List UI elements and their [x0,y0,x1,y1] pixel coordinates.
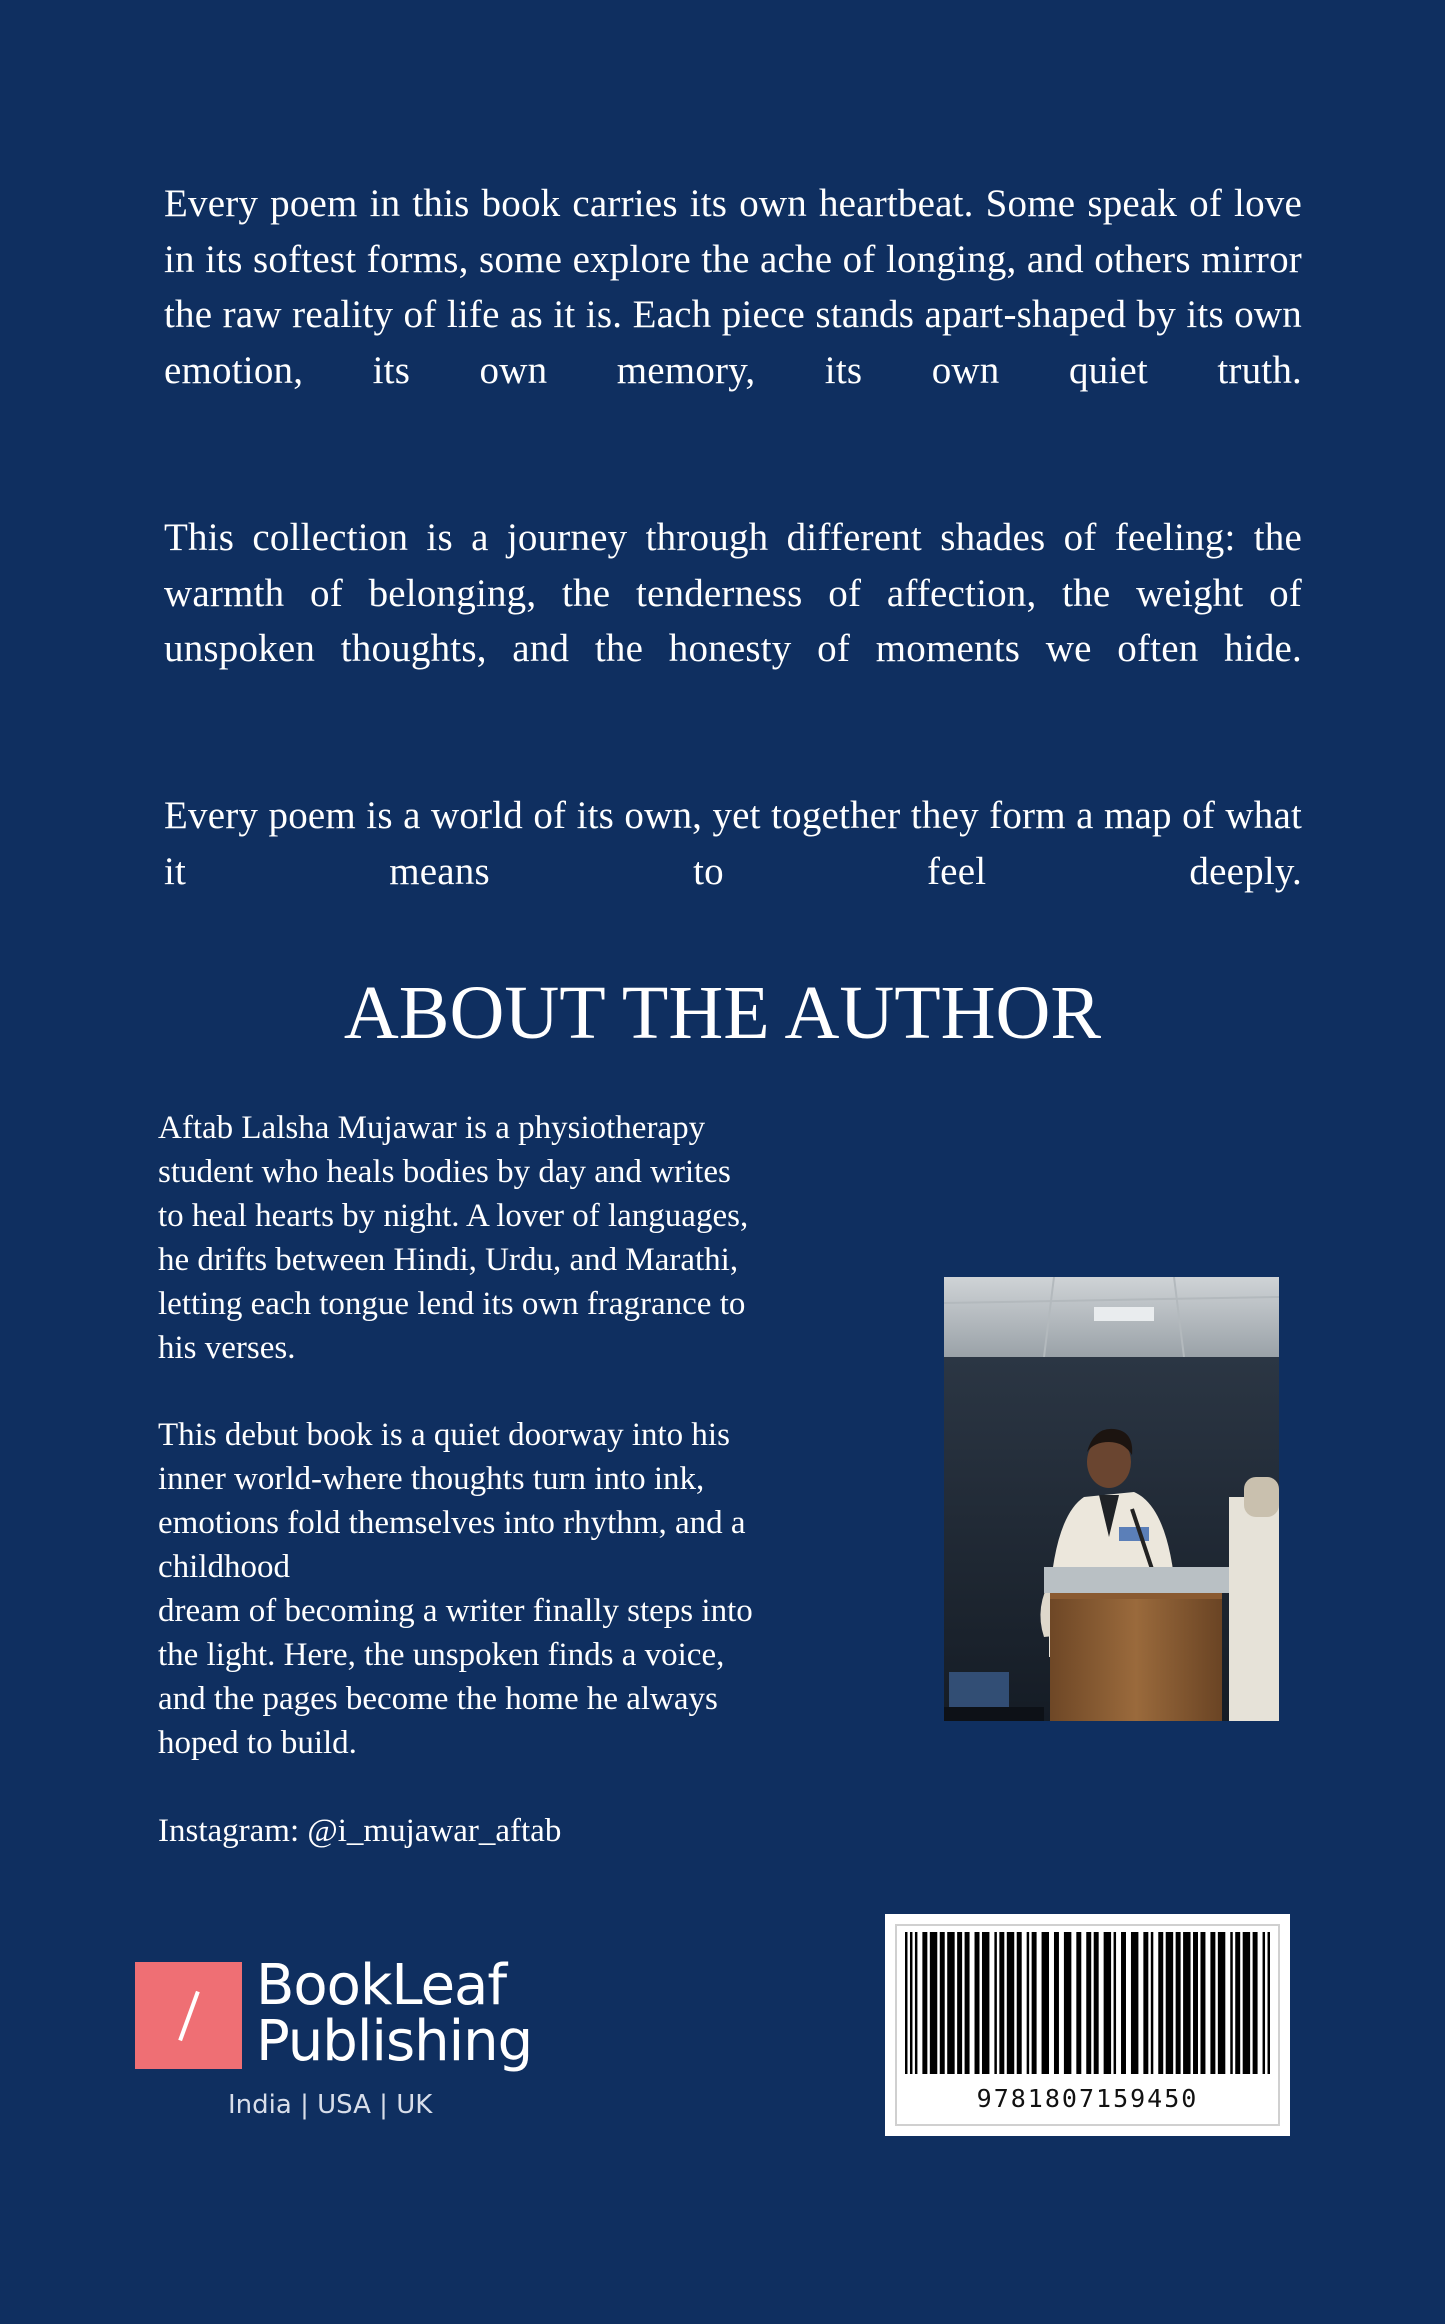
author-bio-paragraph-2 [158,1413,948,1765]
barcode-bar [1064,1932,1071,2074]
about-the-author-heading: ABOUT THE AUTHOR [343,971,1102,1055]
barcode-bar [1253,1932,1258,2074]
bio-line: student who heals bodies by day and writes [158,1154,731,1190]
author-instagram-handle: Instagram: @i_mujawar_aftab [158,1813,562,1849]
barcode-bar [1193,1932,1198,2074]
publisher-logo-mark [135,1962,242,2069]
blurb-paragraph-1 [164,176,1302,398]
bio-line: emotions fold themselves into rhythm, and a [158,1505,746,1541]
barcode-bar [1042,1932,1049,2074]
barcode-bar [910,1932,912,2074]
blurb-paragraph-2-text: This collection is a journey through different shades of feeling: the warmth of belonging, the tenderness of affection, the weight of unspoken thoughts, and the honesty of moments we often hide. [164,516,1302,670]
isbn-barcode [885,1914,1290,2136]
barcode-bar [915,1932,917,2074]
bio-line: his verses. [158,1330,296,1366]
publisher-logo [135,1953,535,2122]
barcode-bar [930,1932,937,2074]
barcode-bar [1121,1932,1126,2074]
barcode-bar [965,1932,970,2074]
barcode-bar [975,1932,980,2074]
bio-line: inner world-where thoughts turn into ink, [158,1461,705,1497]
barcode-bar [1131,1932,1138,2074]
bio-line: dream of becoming a writer finally steps into [158,1593,753,1629]
barcode-bar [1027,1932,1029,2074]
barcode-bars [905,1932,1270,2074]
blurb-paragraph-3 [164,788,1302,899]
publisher-name-line-1: BookLeaf [256,1953,507,2018]
barcode-bar [1176,1932,1181,2074]
barcode-bar [1235,1932,1240,2074]
bio-line: This debut book is a quiet doorway into his [158,1417,730,1453]
barcode-bar [1032,1932,1037,2074]
barcode-bar [1210,1932,1215,2074]
barcode-bar [1017,1932,1022,2074]
bio-line: letting each tongue lend its own fragrance to [158,1286,746,1322]
publisher-regions: India | USA | UK [228,2090,433,2120]
blurb-paragraph-3-text: Every poem is a world of its own, yet together they form a map of what it means to feel deeply. [164,794,1302,893]
barcode-bar [957,1932,962,2074]
barcode-bar [1263,1932,1265,2074]
barcode-bar [1218,1932,1225,2074]
barcode-bar [905,1932,907,2074]
bio-line: to heal hearts by night. A lover of languages, [158,1198,749,1234]
barcode-bar [1151,1932,1153,2074]
barcode-bar [999,1932,1004,2074]
barcode-bar [940,1932,945,2074]
barcode-bar [1007,1932,1014,2074]
barcode-bar [922,1932,927,2074]
bio-line: childhood [158,1549,290,1585]
bio-line: he drifts between Hindi, Urdu, and Marathi, [158,1242,739,1278]
author-bio-paragraph-1 [158,1106,948,1370]
author-photo [944,1277,1279,1721]
barcode-bar [1158,1932,1163,2074]
isbn-number: 9781807159450 [976,2084,1199,2113]
barcode-bar [1076,1932,1081,2074]
bio-line: the light. Here, the unspoken finds a voice, [158,1637,725,1673]
barcode-bar [1086,1932,1091,2074]
barcode-bar [1243,1932,1250,2074]
barcode-bar [1143,1932,1148,2074]
blurb-paragraph-2 [164,510,1302,677]
barcode-bar [1104,1932,1111,2074]
barcode-bar [1268,1932,1270,2074]
barcode-bar [1054,1932,1059,2074]
barcode-bar [1094,1932,1099,2074]
blurb-paragraph-1-text: Every poem in this book carries its own heartbeat. Some speak of love in its softest forms, some explore the ache of longing, and others mirror the raw reality of life as it is. Each piece stands apart-shaped by its own emotion, its own memory, its own quiet truth. [164,182,1302,392]
bio-line: and the pages become the home he always [158,1681,718,1717]
bio-line: hoped to build. [158,1725,357,1761]
barcode-bar [1183,1932,1190,2074]
barcode-bar [982,1932,989,2074]
publisher-name-line-2: Publishing [256,2009,533,2074]
barcode-bar [994,1932,996,2074]
barcode-bar [1114,1932,1116,2074]
barcode-bar [1200,1932,1205,2074]
barcode-bar [947,1932,954,2074]
barcode-bar [1166,1932,1173,2074]
bio-line: Aftab Lalsha Mujawar is a physiotherapy [158,1110,706,1146]
barcode-bar [1230,1932,1232,2074]
